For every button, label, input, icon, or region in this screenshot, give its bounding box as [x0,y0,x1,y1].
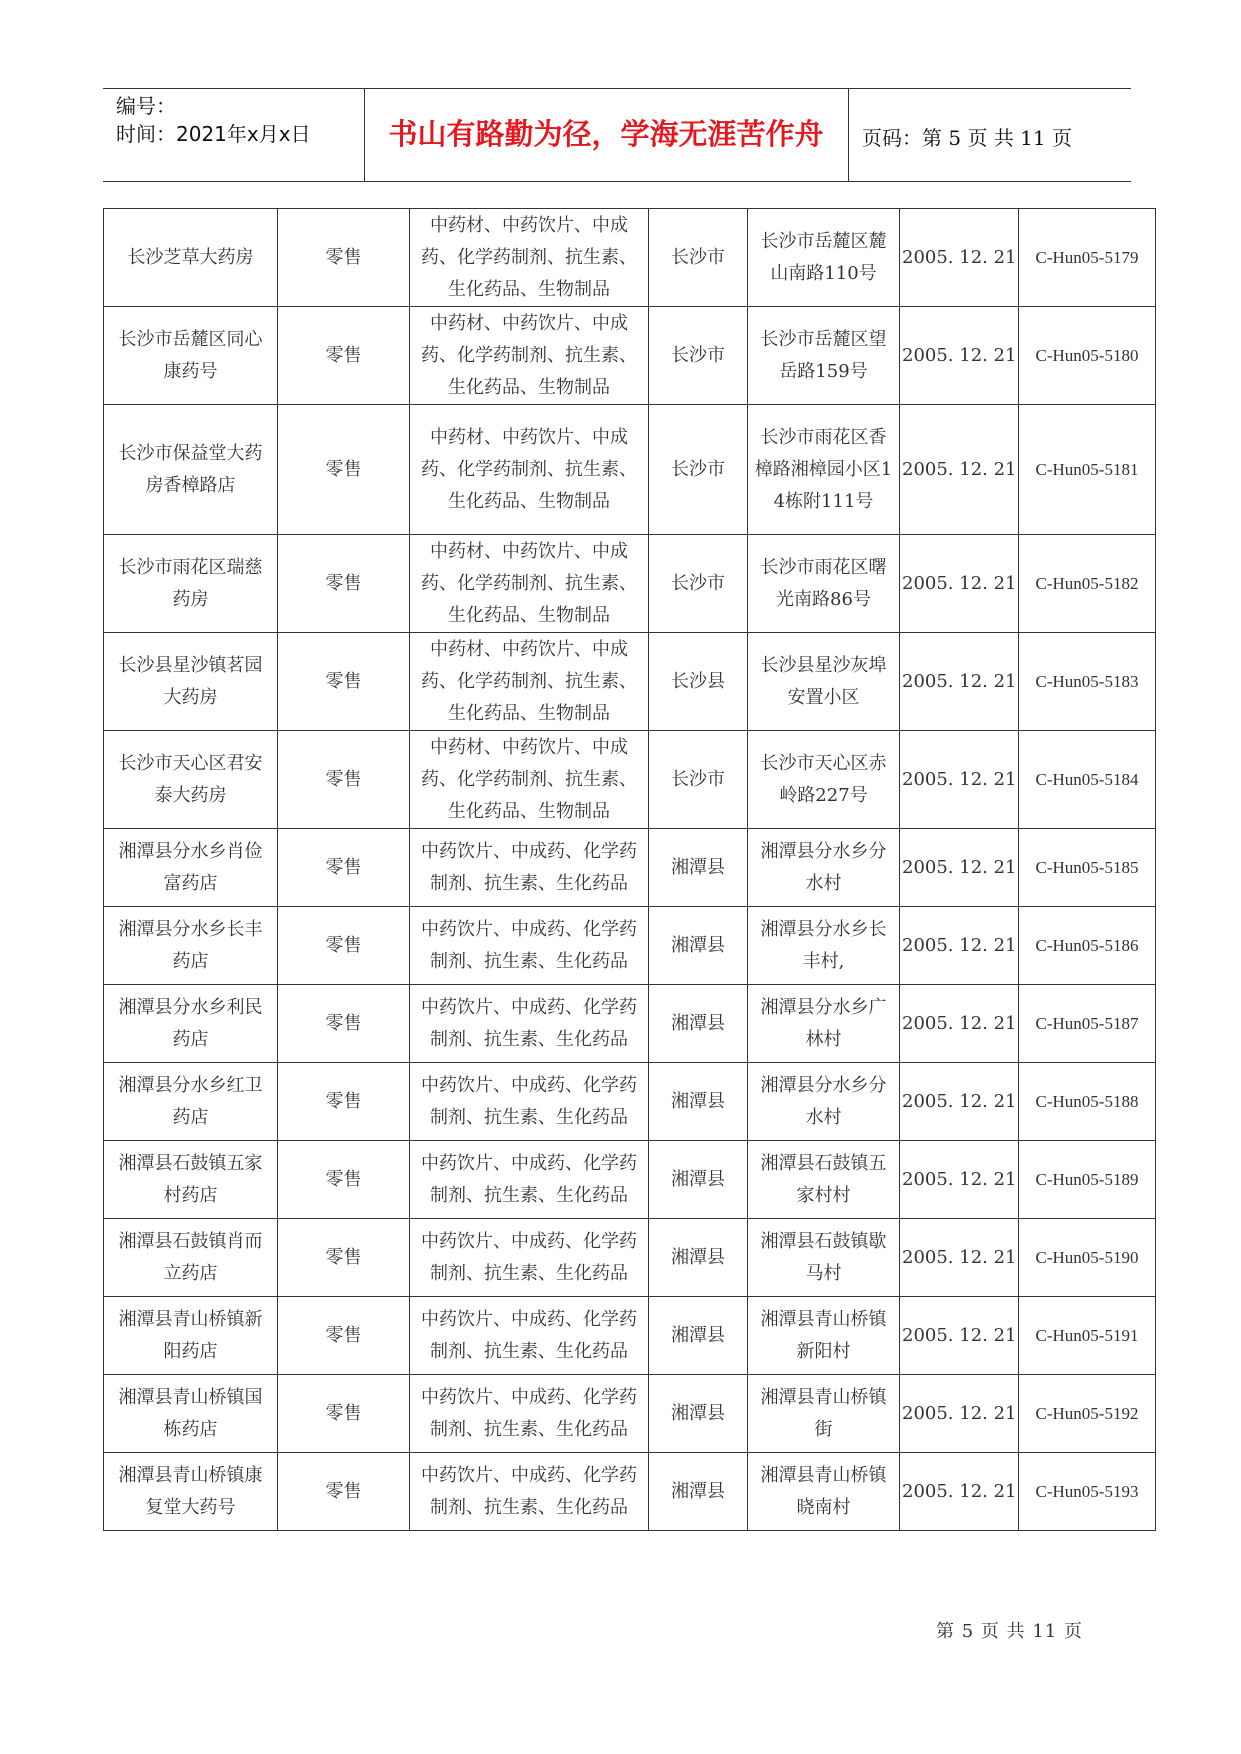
cert-code-cell: C-Hun05-5182 [1019,535,1156,633]
cert-date-cell: 2005. 12. 21 [900,405,1019,535]
business-type-cell: 零售 [278,1063,410,1141]
footer-page-number: 第 5 页 共 11 页 [936,1621,1083,1642]
cert-code-cell: C-Hun05-5193 [1019,1453,1156,1531]
cert-date-cell: 2005. 12. 21 [900,1219,1019,1297]
cert-date-cell: 2005. 12. 21 [900,307,1019,405]
store-name-cell: 长沙市天心区君安泰大药房 [104,731,278,829]
cert-code-cell: C-Hun05-5192 [1019,1375,1156,1453]
address-cell: 湘潭县青山桥镇新阳村 [748,1297,900,1375]
table-row [104,1297,1156,1375]
address-cell: 长沙市天心区赤岭路227号 [748,731,900,829]
address-cell: 长沙市雨花区曙光南路86号 [748,535,900,633]
doc-time-label: 时间：2021年x月x日 [116,122,311,146]
cert-date-cell: 2005. 12. 21 [900,1453,1019,1531]
business-type-cell: 零售 [278,829,410,907]
header-rule-bottom [103,181,1131,182]
table-row [104,209,1156,307]
region-cell: 湘潭县 [649,1297,748,1375]
cert-date-cell: 2005. 12. 21 [900,829,1019,907]
business-type-cell: 零售 [278,633,410,731]
store-name-cell: 长沙市雨花区瑞慈药房 [104,535,278,633]
store-name-cell: 湘潭县青山桥镇新阳药店 [104,1297,278,1375]
cert-code-cell: C-Hun05-5187 [1019,985,1156,1063]
store-name-cell: 长沙市岳麓区同心康药号 [104,307,278,405]
business-scope-cell: 中药材、中药饮片、中成药、化学药制剂、抗生素、生化药品、生物制品 [410,535,649,633]
table-row [104,1141,1156,1219]
business-scope-cell: 中药饮片、中成药、化学药制剂、抗生素、生化药品 [410,1297,649,1375]
address-cell: 长沙县星沙灰埠安置小区 [748,633,900,731]
business-type-cell: 零售 [278,535,410,633]
table-row [104,633,1156,731]
address-cell: 长沙市岳麓区麓山南路110号 [748,209,900,307]
cert-code-cell: C-Hun05-5188 [1019,1063,1156,1141]
store-name-cell: 长沙芝草大药房 [104,209,278,307]
doc-number-label: 编号： [116,94,176,118]
region-cell: 湘潭县 [649,1453,748,1531]
table-row [104,307,1156,405]
address-cell: 湘潭县石鼓镇五家村村 [748,1141,900,1219]
cert-date-cell: 2005. 12. 21 [900,907,1019,985]
region-cell: 湘潭县 [649,829,748,907]
cert-code-cell: C-Hun05-5185 [1019,829,1156,907]
region-cell: 长沙市 [649,405,748,535]
cert-date-cell: 2005. 12. 21 [900,731,1019,829]
cert-date-cell: 2005. 12. 21 [900,1375,1019,1453]
business-type-cell: 零售 [278,405,410,535]
store-name-cell: 湘潭县青山桥镇康复堂大药号 [104,1453,278,1531]
store-name-cell: 长沙县星沙镇茗园大药房 [104,633,278,731]
table-row [104,907,1156,985]
store-name-cell: 湘潭县分水乡红卫药店 [104,1063,278,1141]
table-row [104,1219,1156,1297]
region-cell: 长沙县 [649,633,748,731]
address-cell: 长沙市岳麓区望岳路159号 [748,307,900,405]
region-cell: 湘潭县 [649,1219,748,1297]
address-cell: 湘潭县分水乡分水村 [748,829,900,907]
cert-code-cell: C-Hun05-5191 [1019,1297,1156,1375]
cert-date-cell: 2005. 12. 21 [900,1063,1019,1141]
table-body [104,209,1156,1531]
business-scope-cell: 中药饮片、中成药、化学药制剂、抗生素、生化药品 [410,1219,649,1297]
region-cell: 湘潭县 [649,1063,748,1141]
table-row [104,731,1156,829]
business-scope-cell: 中药材、中药饮片、中成药、化学药制剂、抗生素、生化药品、生物制品 [410,307,649,405]
business-type-cell: 零售 [278,985,410,1063]
cert-code-cell: C-Hun05-5186 [1019,907,1156,985]
header-divider [364,88,365,181]
cert-code-cell: C-Hun05-5189 [1019,1141,1156,1219]
address-cell: 湘潭县分水乡长丰村, [748,907,900,985]
region-cell: 湘潭县 [649,985,748,1063]
cert-code-cell: C-Hun05-5179 [1019,209,1156,307]
cert-date-cell: 2005. 12. 21 [900,985,1019,1063]
cert-code-cell: C-Hun05-5180 [1019,307,1156,405]
cert-date-cell: 2005. 12. 21 [900,535,1019,633]
business-scope-cell: 中药饮片、中成药、化学药制剂、抗生素、生化药品 [410,829,649,907]
header-divider [848,88,849,181]
address-cell: 湘潭县石鼓镇歇马村 [748,1219,900,1297]
store-name-cell: 湘潭县石鼓镇肖而立药店 [104,1219,278,1297]
business-scope-cell: 中药饮片、中成药、化学药制剂、抗生素、生化药品 [410,907,649,985]
region-cell: 长沙市 [649,307,748,405]
table-row [104,1453,1156,1531]
store-name-cell: 湘潭县青山桥镇国栋药店 [104,1375,278,1453]
business-type-cell: 零售 [278,1375,410,1453]
pharmacy-table [103,208,1156,1531]
table-row [104,405,1156,535]
business-scope-cell: 中药饮片、中成药、化学药制剂、抗生素、生化药品 [410,1063,649,1141]
business-scope-cell: 中药材、中药饮片、中成药、化学药制剂、抗生素、生化药品、生物制品 [410,731,649,829]
store-name-cell: 湘潭县分水乡长丰药店 [104,907,278,985]
business-scope-cell: 中药材、中药饮片、中成药、化学药制剂、抗生素、生化药品、生物制品 [410,633,649,731]
region-cell: 湘潭县 [649,1375,748,1453]
business-scope-cell: 中药饮片、中成药、化学药制剂、抗生素、生化药品 [410,1375,649,1453]
cert-date-cell: 2005. 12. 21 [900,1297,1019,1375]
cert-code-cell: C-Hun05-5183 [1019,633,1156,731]
business-type-cell: 零售 [278,907,410,985]
region-cell: 湘潭县 [649,1141,748,1219]
address-cell: 湘潭县青山桥镇晓南村 [748,1453,900,1531]
address-cell: 湘潭县分水乡广林村 [748,985,900,1063]
region-cell: 长沙市 [649,535,748,633]
business-type-cell: 零售 [278,1219,410,1297]
cert-code-cell: C-Hun05-5184 [1019,731,1156,829]
address-cell: 湘潭县青山桥镇街 [748,1375,900,1453]
header-meta [116,92,311,148]
business-scope-cell: 中药材、中药饮片、中成药、化学药制剂、抗生素、生化药品、生物制品 [410,209,649,307]
table-row [104,1063,1156,1141]
table-row [104,829,1156,907]
cert-date-cell: 2005. 12. 21 [900,1141,1019,1219]
business-type-cell: 零售 [278,307,410,405]
store-name-cell: 湘潭县石鼓镇五家村药店 [104,1141,278,1219]
header-motto: 书山有路勤为径，学海无涯苦作舟 [388,117,824,151]
cert-date-cell: 2005. 12. 21 [900,633,1019,731]
business-scope-cell: 中药材、中药饮片、中成药、化学药制剂、抗生素、生化药品、生物制品 [410,405,649,535]
store-name-cell: 长沙市保益堂大药房香樟路店 [104,405,278,535]
business-scope-cell: 中药饮片、中成药、化学药制剂、抗生素、生化药品 [410,1141,649,1219]
address-cell: 湘潭县分水乡分水村 [748,1063,900,1141]
header-page-number: 页码：第 5 页 共 11 页 [862,126,1072,150]
business-scope-cell: 中药饮片、中成药、化学药制剂、抗生素、生化药品 [410,1453,649,1531]
header-rule-top [103,88,1131,89]
region-cell: 长沙市 [649,209,748,307]
business-scope-cell: 中药饮片、中成药、化学药制剂、抗生素、生化药品 [410,985,649,1063]
cert-code-cell: C-Hun05-5181 [1019,405,1156,535]
cert-date-cell: 2005. 12. 21 [900,209,1019,307]
address-cell: 长沙市雨花区香樟路湘樟园小区14栋附111号 [748,405,900,535]
business-type-cell: 零售 [278,1141,410,1219]
region-cell: 长沙市 [649,731,748,829]
table-row [104,985,1156,1063]
table-row [104,1375,1156,1453]
business-type-cell: 零售 [278,731,410,829]
store-name-cell: 湘潭县分水乡肖俭富药店 [104,829,278,907]
cert-code-cell: C-Hun05-5190 [1019,1219,1156,1297]
store-name-cell: 湘潭县分水乡利民药店 [104,985,278,1063]
business-type-cell: 零售 [278,209,410,307]
region-cell: 湘潭县 [649,907,748,985]
business-type-cell: 零售 [278,1297,410,1375]
business-type-cell: 零售 [278,1453,410,1531]
table-row [104,535,1156,633]
